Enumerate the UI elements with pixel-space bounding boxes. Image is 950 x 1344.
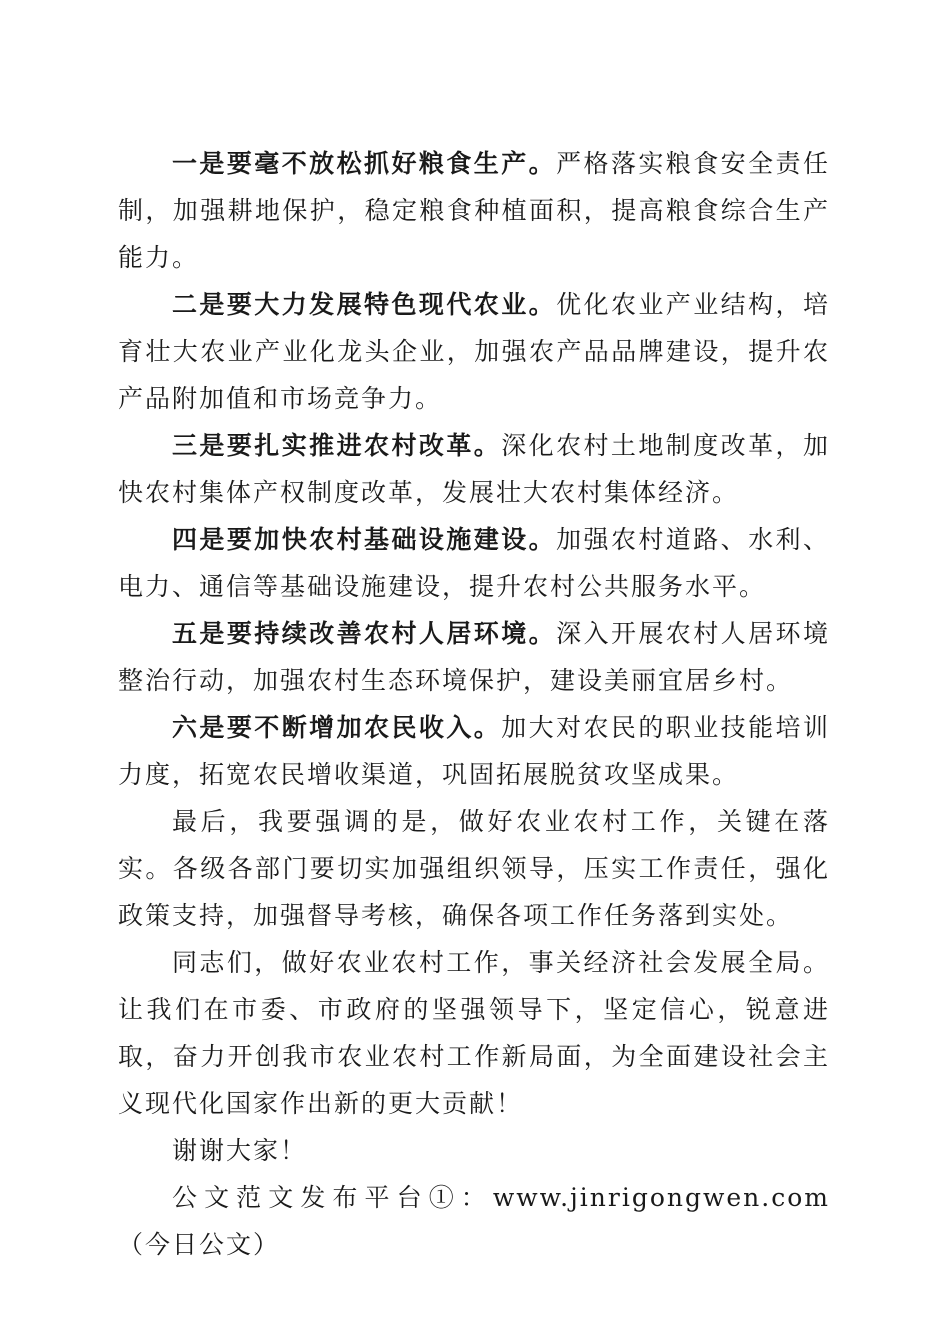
paragraph-heading: 一是要毫不放松抓好粮食生产。 — [172, 149, 557, 178]
paragraph-closing-appeal — [118, 939, 830, 1127]
paragraph-modern-agriculture — [118, 281, 830, 422]
paragraph-text: 深入开展农村人居环境整治行动，加强农村生态环境保护，建设美丽宜居乡村。 — [118, 619, 830, 695]
paragraph-text: 最后，我要强调的是，做好农业农村工作，关键在落实。各级各部门要切实加强组织领导，压实工作责任，强化政策支持，加强督导考核，确保各项工作任务落到实处。 — [118, 807, 830, 930]
paragraph-grain-production — [118, 140, 830, 281]
paragraph-rural-reform — [118, 422, 830, 516]
document-body — [118, 140, 830, 1268]
paragraph-heading: 三是要扎实推进农村改革。 — [172, 431, 502, 460]
paragraph-source-note — [118, 1174, 830, 1268]
paragraph-text: 加强农村道路、水利、电力、通信等基础设施建设，提升农村公共服务水平。 — [118, 525, 830, 601]
paragraph-text: 加大对农民的职业技能培训力度，拓宽农民增收渠道，巩固拓展脱贫攻坚成果。 — [118, 713, 830, 789]
paragraph-text: 同志们，做好农业农村工作，事关经济社会发展全局。让我们在市委、市政府的坚强领导下，坚定信心，锐意进取，奋力开创我市农业农村工作新局面，为全面建设社会主义现代化国家作出新的更大贡献！ — [118, 948, 830, 1118]
paragraph-heading: 四是要加快农村基础设施建设。 — [172, 525, 557, 554]
paragraph-text: 深化农村土地制度改革，加快农村集体产权制度改革，发展壮大农村集体经济。 — [118, 431, 830, 507]
paragraph-text: 严格落实粮食安全责任制，加强耕地保护，稳定粮食种植面积，提高粮食综合生产能力。 — [118, 149, 830, 272]
paragraph-heading: 二是要大力发展特色现代农业。 — [172, 290, 557, 319]
paragraph-text: 公文范文发布平台①：www.jinrigongwen.com（今日公文） — [118, 1183, 830, 1259]
paragraph-farmer-income — [118, 704, 830, 798]
paragraph-implementation — [118, 798, 830, 939]
paragraph-thanks — [118, 1127, 830, 1174]
paragraph-text: 优化农业产业结构，培育壮大农业产业化龙头企业，加强农产品品牌建设，提升农产品附加值和市场竞争力。 — [118, 290, 830, 413]
paragraph-text: 谢谢大家！ — [172, 1136, 308, 1165]
paragraph-infrastructure — [118, 516, 830, 610]
paragraph-heading: 六是要不断增加农民收入。 — [172, 713, 502, 742]
paragraph-living-environment — [118, 610, 830, 704]
paragraph-heading: 五是要持续改善农村人居环境。 — [172, 619, 557, 648]
